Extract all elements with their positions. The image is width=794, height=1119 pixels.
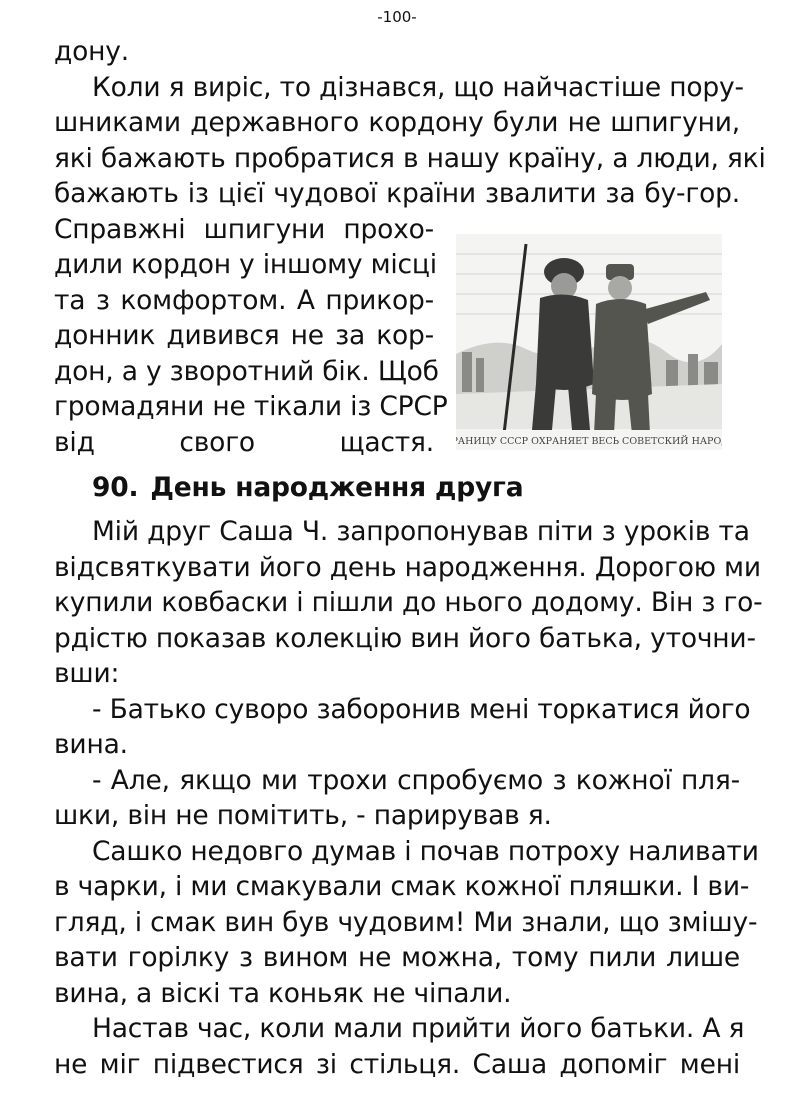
text-line: Коли я виріс, то дізнався, що найчастіше пору-: [92, 71, 744, 103]
paragraph-intro-cont: [54, 105, 766, 212]
paragraph-border-guard: [54, 212, 448, 461]
text-line: вати горілку з вином не можна, тому пили лише: [54, 942, 740, 973]
text-line: вши:: [54, 658, 120, 689]
text-line: шки, він не помітить, - парирував я.: [54, 800, 552, 831]
text-line: рдістю показав колекцію вин його батька, уточни-: [54, 622, 756, 654]
text-line: бажають із цієї чудової країни звалити за бу-гор.: [54, 178, 740, 209]
text-line: - Але, якщо ми трохи спробуємо з кожної пля-: [92, 764, 740, 796]
text-line: громадяни не тікали із СРСР: [54, 391, 448, 422]
text-line: вина, а віскі та коньяк не чіпали.: [54, 977, 512, 1009]
poster-illustration: [456, 234, 722, 450]
text-line: в чарки, і ми смакували смак кожної пляшки. І ви-: [54, 871, 750, 902]
poster-caption: ГРАНИЦУ СССР ОХРАНЯЕТ ВЕСЬ СОВЕТСКИЙ НАРОД!: [456, 436, 722, 447]
page-number: -100-: [377, 8, 417, 26]
paragraph-1: [54, 514, 763, 692]
text-line: донник дивився не за кор-: [54, 320, 434, 351]
text-line: Сашко недовго думав і почав потроху наливати: [92, 835, 759, 867]
page-content: [54, 34, 766, 1082]
paragraph-3: [54, 763, 740, 834]
section-number: 90.: [92, 472, 139, 503]
text-line: дон, а у зворотний бік. Щоб: [54, 355, 439, 387]
text-line: Мій друг Саша Ч. запропонував піти з уроків та: [92, 516, 750, 547]
text-line: які бажають пробратися в нашу країну, а люди, які: [54, 142, 766, 174]
text-line: шниками державного кордону були не шпигуни,: [54, 107, 740, 138]
text-line: відсвяткувати його день народження. Дорогою ми: [54, 551, 761, 583]
paragraph-5: [54, 1011, 745, 1082]
text-line: вина.: [54, 729, 128, 760]
text-line: дили кордон у іншому місці: [54, 249, 437, 280]
section-title: День народження друга: [150, 472, 524, 503]
text-line: не міг підвестися зі стільця. Саша допоміг мені: [54, 1048, 740, 1080]
paragraph-4: [54, 834, 759, 1012]
border-guard-poster-image: [456, 234, 722, 450]
paragraph-intro: [54, 70, 744, 106]
text-line: Настав час, коли мали прийти його батьки. А я: [92, 1013, 745, 1044]
text-line: купили ковбаски і пішли до нього додому. Він з го-: [54, 587, 763, 618]
text-line: та з комфортом. А прикор-: [54, 284, 434, 316]
section-heading: [54, 470, 740, 506]
paragraph-continuation: [54, 34, 740, 70]
text-line: Справжні шпигуни прохо-: [54, 213, 434, 245]
text-line: - Батько суворо заборонив мені торкатися його: [92, 693, 751, 725]
text-line: гляд, і смак вин був чудовим! Ми знали, що змішу-: [54, 906, 758, 938]
paragraph-2: [54, 692, 751, 763]
text-line: дону.: [54, 36, 129, 67]
text-line: від свого щастя.: [54, 426, 434, 458]
